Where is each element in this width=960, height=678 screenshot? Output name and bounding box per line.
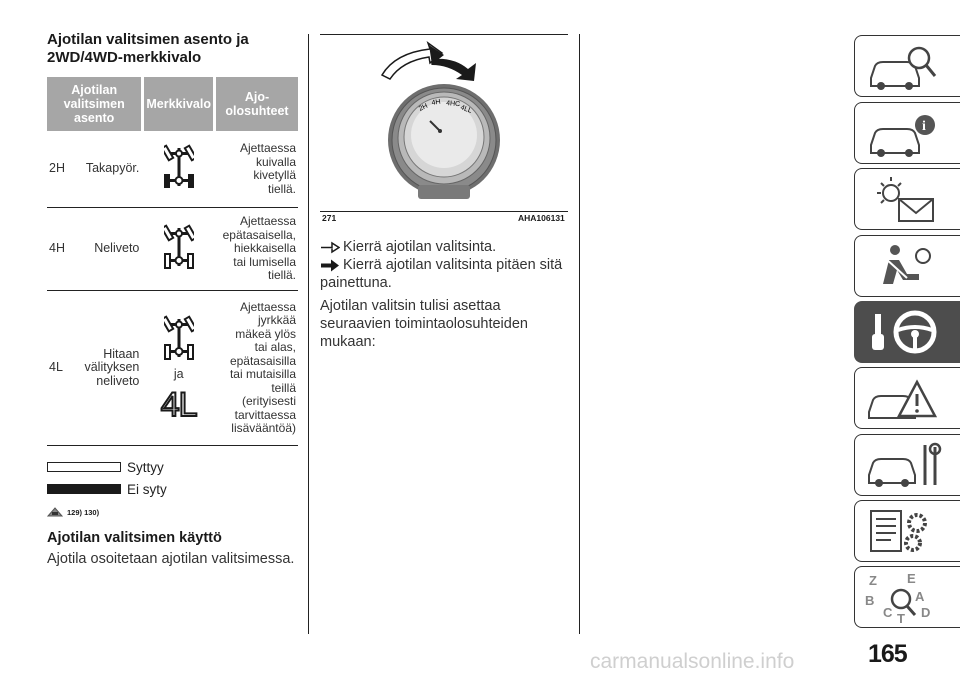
transfer-case-knob-illustration (320, 35, 568, 211)
svg-text:B: B (865, 593, 875, 608)
watermark: carmanualsonline.info (590, 650, 795, 673)
header-conditions-line: olosuhteet (225, 104, 289, 118)
legend (47, 458, 298, 498)
condition-line: mäkeä ylös (235, 326, 296, 341)
legend-swatch-off (47, 484, 121, 494)
table-row (47, 208, 298, 291)
seat-airbag-icon (863, 240, 943, 292)
car-search-icon (863, 40, 943, 92)
conditions-cell (216, 208, 298, 291)
tab-car-info[interactable] (854, 102, 960, 164)
knob-label: 4H (431, 98, 442, 107)
condition-line: tarvittaessa (234, 407, 296, 422)
filled-arrow-icon (320, 259, 340, 272)
legend-swatch-on (47, 462, 121, 472)
mode-code: 4H (47, 208, 73, 291)
car-info-icon (863, 107, 943, 159)
svg-text:C: C (883, 605, 893, 620)
alphabetical-index-icon (863, 571, 943, 623)
svg-text:Z: Z (869, 573, 877, 588)
conditions-cell (216, 291, 298, 446)
paragraph: Ajotilan valitsin tulisi asettaa seuraavien toimintaolosuhteiden mukaan: (320, 298, 528, 350)
outline-arrow-icon (320, 241, 340, 254)
header-conditions (216, 77, 298, 131)
svg-text:A: A (915, 589, 925, 604)
header-position-line: valitsimen (63, 97, 125, 111)
svg-text:i: i (922, 119, 926, 134)
svg-text:D: D (921, 605, 931, 620)
mode-name-line: Neliveto (94, 241, 140, 256)
mode-code: 4L (47, 291, 73, 446)
conditions-cell (216, 131, 298, 208)
condition-line: lisävääntöä) (231, 421, 296, 435)
header-position (47, 77, 141, 131)
mode-name-line: välityksen (84, 360, 140, 375)
figure-number: 271 (322, 213, 337, 223)
4wd-drive-icon (164, 315, 194, 361)
condition-line: Ajettaessa (239, 141, 296, 155)
header-position-line: Ajotilan (71, 83, 118, 97)
car-tools-icon (863, 439, 943, 491)
legend-item-on (47, 458, 298, 476)
legend-label-on: Syttyy (127, 459, 164, 475)
table-row (47, 131, 298, 208)
condition-line: teillä (271, 380, 296, 395)
section-title (47, 31, 298, 67)
warning-hand-icon (47, 506, 63, 518)
condition-line: (erityisesti (241, 394, 296, 408)
condition-line: kuivalla (255, 154, 296, 169)
indicator-cell (144, 208, 213, 291)
mode-name (73, 131, 141, 208)
figure-box (320, 34, 568, 212)
instructions (320, 238, 570, 351)
mode-name (73, 291, 141, 446)
mode-code: 2H (47, 131, 73, 208)
figure-code: AHA106131 (518, 213, 565, 223)
tab-key-steering-active[interactable] (854, 301, 960, 363)
header-position-line: asento (74, 111, 115, 125)
4l-indicator-icon: 4L (160, 385, 197, 424)
mode-name (73, 208, 141, 291)
condition-line: epätasaisella, (222, 227, 296, 242)
subsection-title: Ajotilan valitsimen käyttö (47, 530, 222, 546)
condition-line: kivetyllä (253, 168, 296, 182)
mode-name-line: neliveto (96, 373, 140, 388)
car-warning-triangle-icon (863, 372, 943, 424)
svg-text:E: E (907, 571, 916, 586)
warning-lights-messages-icon (863, 173, 943, 225)
section-title-line-2: 2WD/4WD-merkkivalo (47, 49, 202, 66)
condition-line: tiellä. (267, 181, 296, 196)
column-divider (579, 34, 580, 634)
body-text: Ajotila osoitetaan ajotilan valitsimessa. (47, 551, 295, 567)
step-press-rotate-text: Kierrä ajotilan valitsinta pitäen sitä painettuna. (320, 257, 563, 291)
section-title-line-1: Ajotilan valitsimen asento ja (47, 31, 249, 48)
condition-line: tai lumisella (233, 254, 296, 269)
knob-label: 2H (417, 102, 429, 113)
knob-label: 4LL (459, 104, 473, 115)
condition-line: Ajettaessa (239, 299, 296, 314)
key-steering-wheel-icon (863, 306, 943, 358)
condition-line: jyrkkää (257, 313, 296, 327)
column-divider (308, 34, 309, 634)
legend-label-off: Ei syty (127, 481, 167, 497)
indicator-cell (144, 131, 213, 208)
table-header-row (47, 77, 298, 131)
knob-label: 4HC (445, 100, 461, 109)
4wd-drive-icon (164, 224, 194, 270)
header-indicator: Merkkivalo (144, 77, 213, 131)
tab-car-search[interactable] (854, 35, 960, 97)
tab-seat-airbag[interactable] (854, 235, 960, 297)
warning-references (47, 506, 298, 518)
header-conditions-line: Ajo- (244, 90, 270, 104)
tab-warning-lights[interactable] (854, 168, 960, 230)
condition-line: hiekkaisella (233, 241, 296, 256)
step-rotate-text: Kierrä ajotilan valitsinta. (343, 239, 497, 255)
condition-line: tai mutaisilla (229, 367, 296, 381)
drive-mode-table (47, 77, 298, 446)
tab-car-maintenance[interactable] (854, 434, 960, 496)
mode-name-line: Hitaan (103, 346, 140, 361)
condition-line: epätasaisilla (229, 353, 296, 368)
indicator-cell (144, 291, 213, 446)
step-press-rotate (320, 256, 570, 292)
condition-line: Ajettaessa (239, 214, 296, 229)
table-row (47, 291, 298, 446)
legend-item-off (47, 480, 298, 498)
page-number: 165 (868, 640, 907, 668)
tab-index[interactable] (854, 566, 960, 628)
tab-car-emergency[interactable] (854, 367, 960, 429)
svg-text:T: T (897, 611, 905, 623)
reference-numbers: 129) 130) (67, 507, 100, 517)
step-rotate (320, 238, 570, 256)
specifications-gears-icon (863, 505, 943, 557)
and-text: ja (173, 367, 184, 381)
condition-line: tiellä. (267, 268, 296, 283)
mode-name-line: Takapyör. (85, 161, 140, 176)
tab-specifications[interactable] (854, 500, 960, 562)
2wd-rear-drive-icon (164, 144, 194, 190)
left-column (47, 31, 298, 567)
condition-line: tai alas, (254, 340, 296, 354)
